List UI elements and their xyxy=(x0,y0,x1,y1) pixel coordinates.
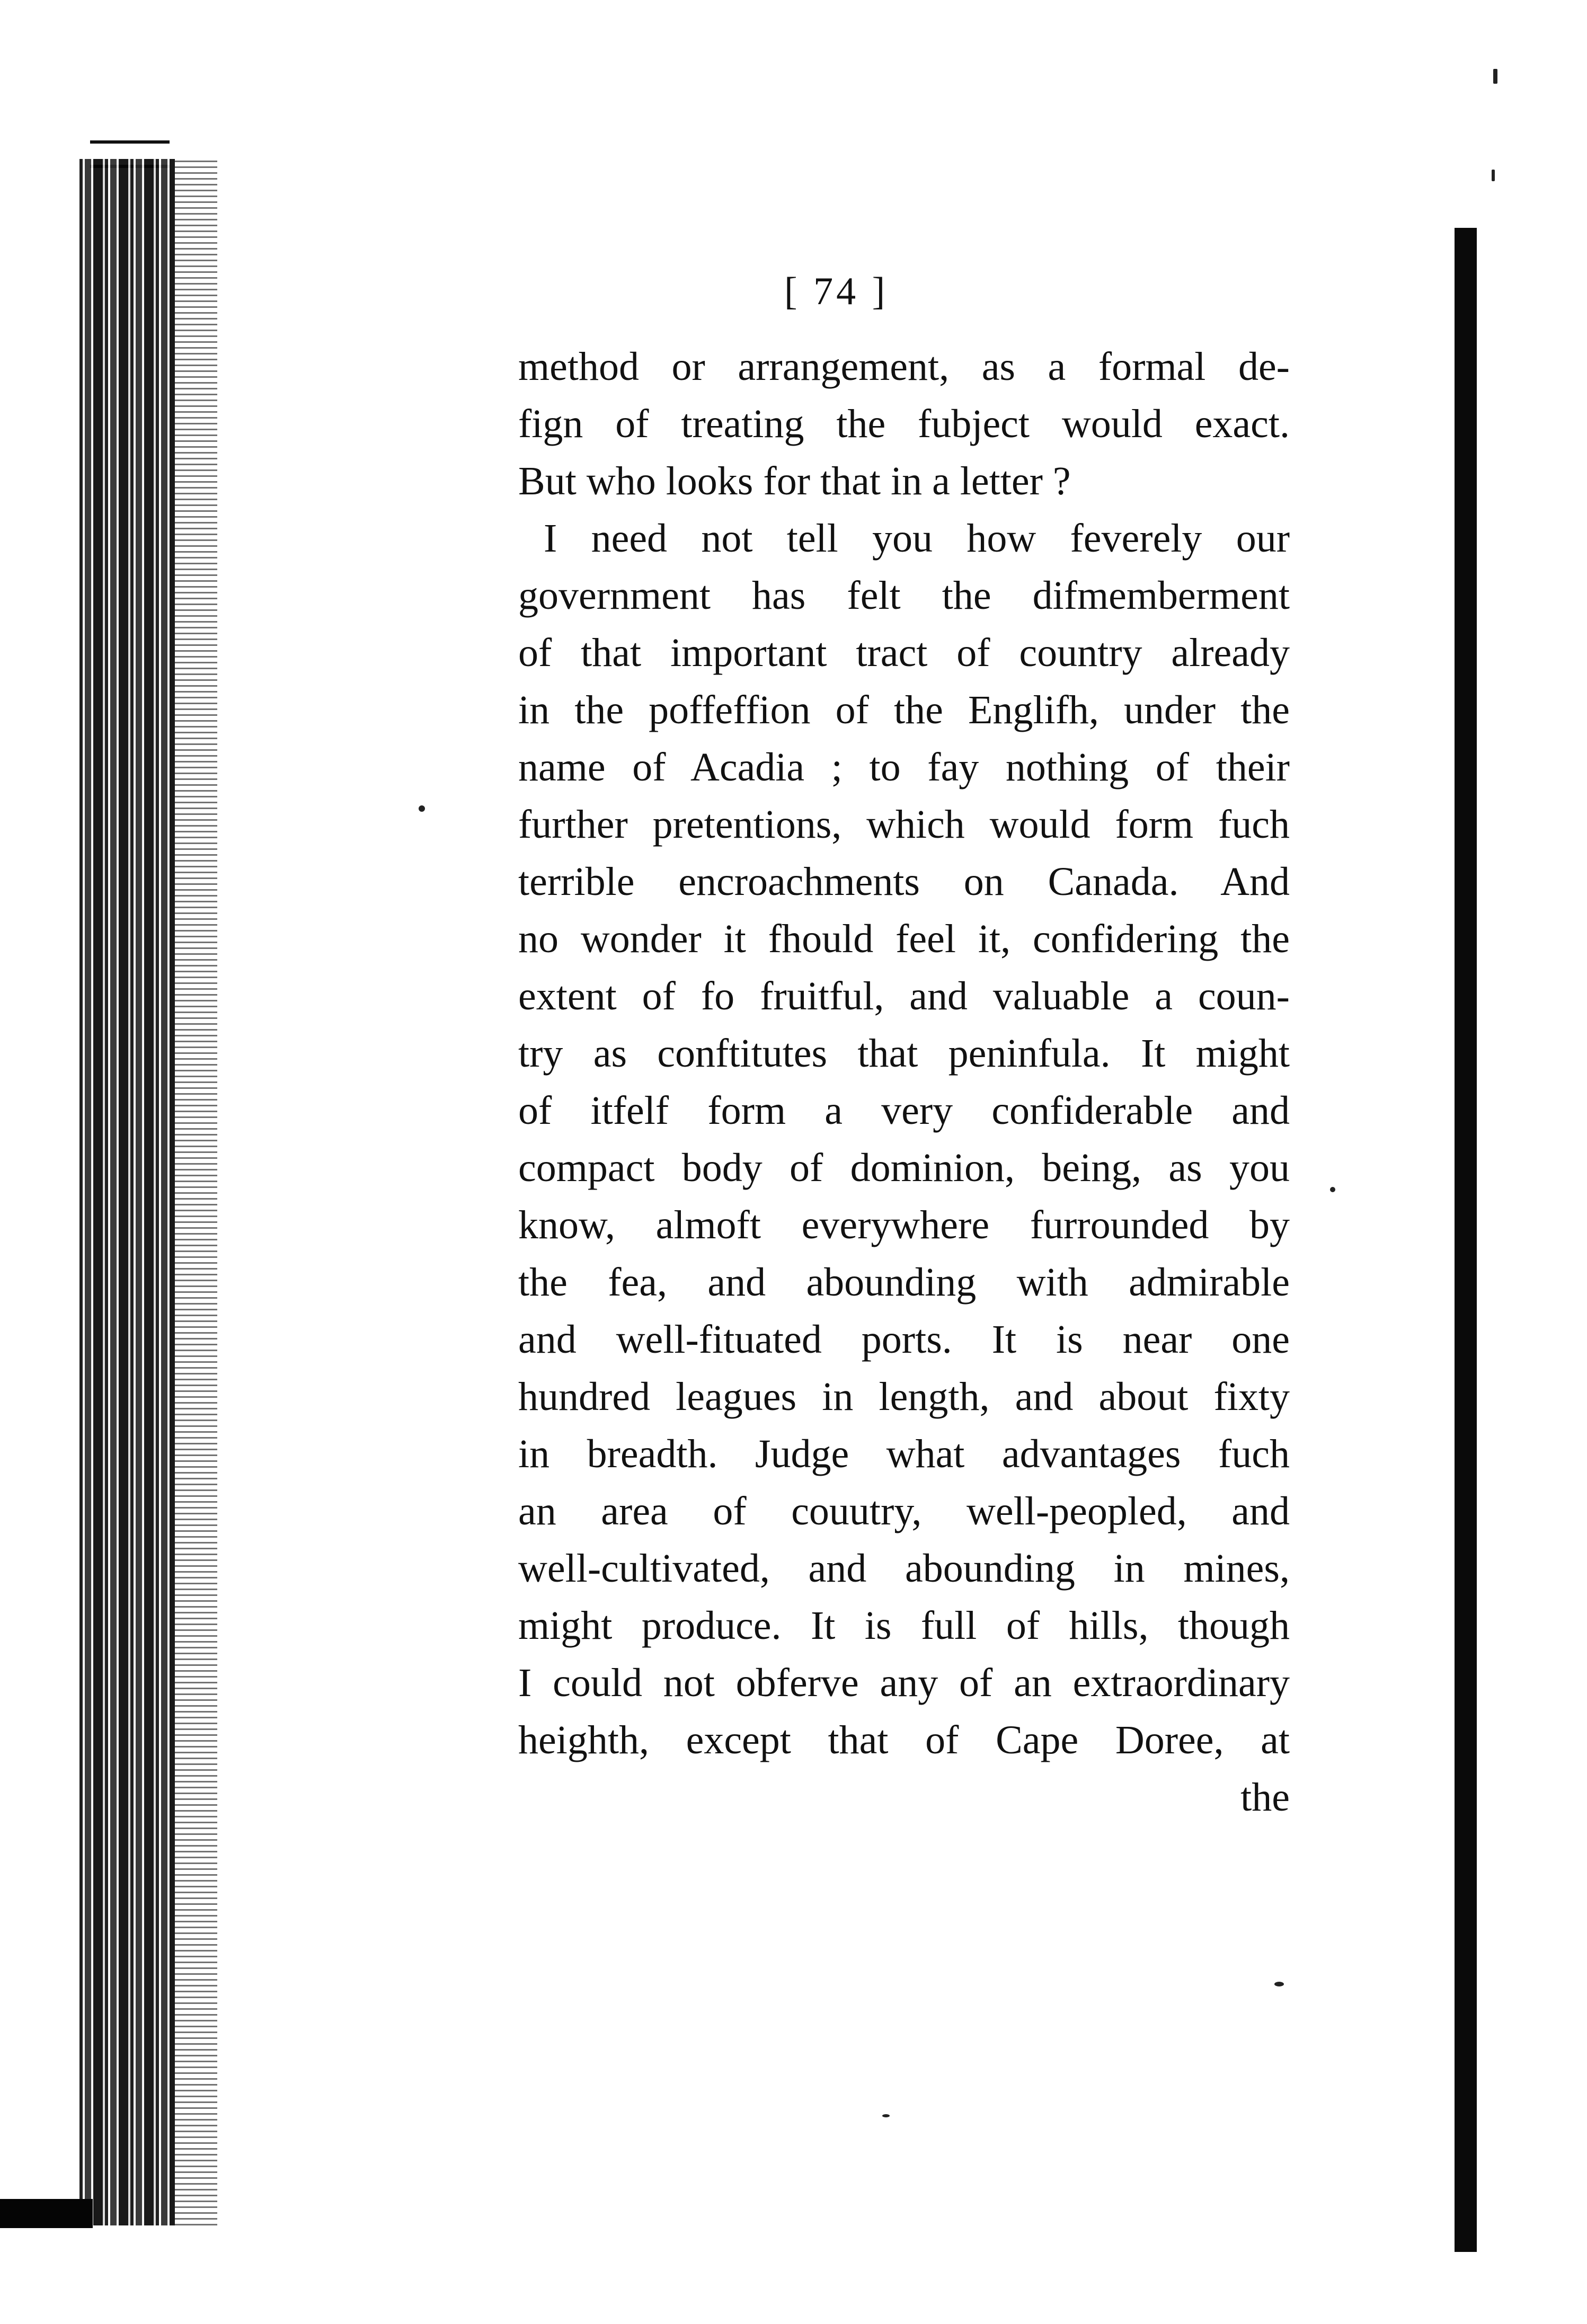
text-line: hundred leagues in length, and about fixty xyxy=(518,1374,1290,1419)
text-line: government has felt the difmemberment xyxy=(518,573,1290,618)
scan-speck xyxy=(1274,1982,1284,1986)
body-text xyxy=(518,338,1290,1826)
text-line: name of Acadia ; to fay nothing of their xyxy=(518,745,1290,790)
text-line: further pretentions, which would form fuch xyxy=(518,802,1290,847)
catchword: the xyxy=(1240,1775,1290,1820)
text-line: of that important tract of country already xyxy=(518,631,1290,675)
text-line: well-cultivated, and abounding in mines, xyxy=(518,1546,1290,1591)
text-line: I could not obferve any of an extraordinary xyxy=(518,1661,1290,1705)
scan-speck xyxy=(1492,170,1495,181)
text-line: might produce. It is full of hills, though xyxy=(518,1603,1290,1648)
scan-speck xyxy=(882,2114,890,2117)
scan-speck xyxy=(1330,1187,1335,1192)
text-line: terrible encroachments on Canada. And xyxy=(518,859,1290,904)
text-line: know, almoft everywhere furrounded by xyxy=(518,1203,1290,1247)
binding-foot-mark xyxy=(0,2199,93,2228)
text-line: fign of treating the fubject would exact. xyxy=(518,402,1290,446)
text-line: method or arrangement, as a formal de- xyxy=(518,344,1290,389)
text-line: extent of fo fruitful, and valuable a coun- xyxy=(518,974,1290,1018)
text-line: in breadth. Judge what advantages fuch xyxy=(518,1432,1290,1476)
text-line: I need not tell you how feverely our xyxy=(544,516,1290,561)
text-line: an area of couutry, well-peopled, and xyxy=(518,1489,1290,1533)
text-line: the fea, and abounding with admirable xyxy=(518,1260,1290,1305)
text-line: and well-fituated ports. It is near one xyxy=(518,1317,1290,1362)
left-binding-shadow xyxy=(79,159,175,2225)
text-line: no wonder it fhould feel it, confidering the xyxy=(518,917,1290,961)
scan-speck xyxy=(419,805,425,812)
text-line: But who looks for that in a letter ? xyxy=(518,459,1071,503)
text-line: compact body of dominion, being, as you xyxy=(518,1146,1290,1190)
page-number: [ 74 ] xyxy=(784,270,889,313)
scan-speck xyxy=(1493,69,1497,84)
right-page-edge xyxy=(1455,228,1477,2252)
left-binding-fade xyxy=(175,159,217,2225)
text-line: heighth, except that of Cape Doree, at xyxy=(518,1718,1290,1762)
text-line: try as conftitutes that peninfula. It might xyxy=(518,1031,1290,1076)
text-line: of itfelf form a very confiderable and xyxy=(518,1088,1290,1133)
text-line: in the poffeffion of the Englifh, under the xyxy=(518,688,1290,732)
